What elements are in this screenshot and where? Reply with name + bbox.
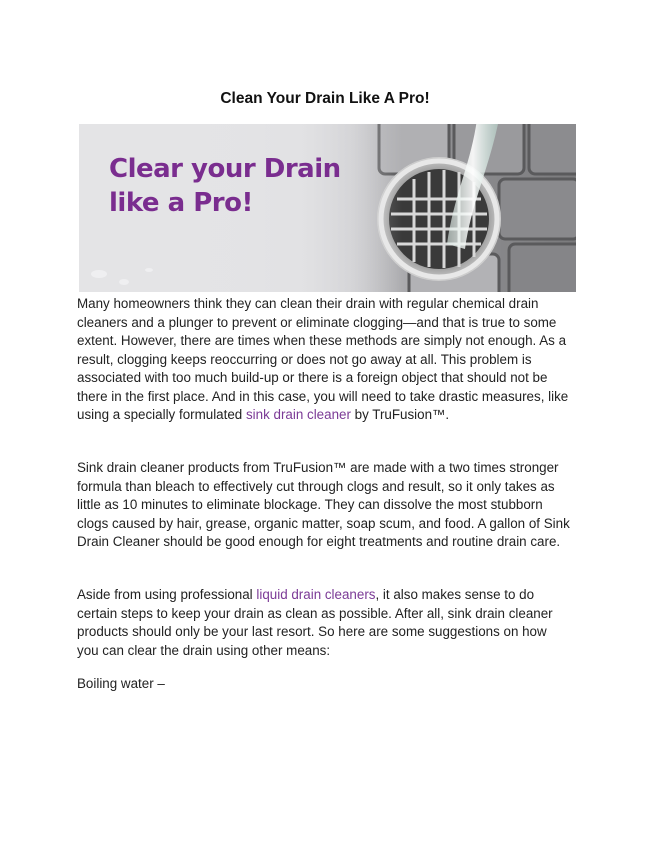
sink-drain-cleaner-link[interactable]: sink drain cleaner (245, 407, 351, 422)
paragraph-1-text-end: by TruFusion™. (350, 407, 450, 422)
paragraph-3-text: Aside from using professional (77, 587, 257, 602)
paragraph-4: Boiling water – (77, 676, 165, 691)
banner-line-1: Clear your Drain (109, 154, 341, 184)
paragraph-1-text: Many homeowners think they can clean their drain with regular chemical drain cleaners and a plunger to prevent or eliminate clogging—and that is true to some extent. However, there are times when these methods are simply not enough. As a result, clogging keeps reoccurring or does not go away at all. This problem is associated with too much build-up or there is a foreign object that should not be there in the first place. And in this case, you will need to take drastic measures, like using a specially formulated (77, 296, 569, 422)
banner-line-2: like a Pro! (109, 188, 253, 218)
page-title: Clean Your Drain Like A Pro! (220, 90, 430, 107)
banner-headline (109, 152, 341, 220)
paragraph-3-text-end: , it also makes sense to do certain steps to keep your drain as clean as possible. After all, sink drain cleaner products should only be your last resort. So here are some suggestions on how you can clear the drain using other means: (77, 587, 553, 658)
liquid-drain-cleaners-link[interactable]: liquid drain cleaners (256, 587, 376, 602)
paragraph-2: Sink drain cleaner products from TruFusion™ are made with a two times stronger formula than bleach to effectively cut through clogs and result, so it only takes as little as 10 minutes to eliminate blockage. They can dissolve the most stubborn clogs caused by hair, grease, organic matter, soap scum, and food. A gallon of Sink Drain Cleaner should be good enough for eight treatments and routine drain care. (77, 460, 570, 549)
banner-image (79, 124, 576, 292)
paragraph-3 (77, 586, 571, 660)
paragraph-1 (77, 295, 571, 425)
